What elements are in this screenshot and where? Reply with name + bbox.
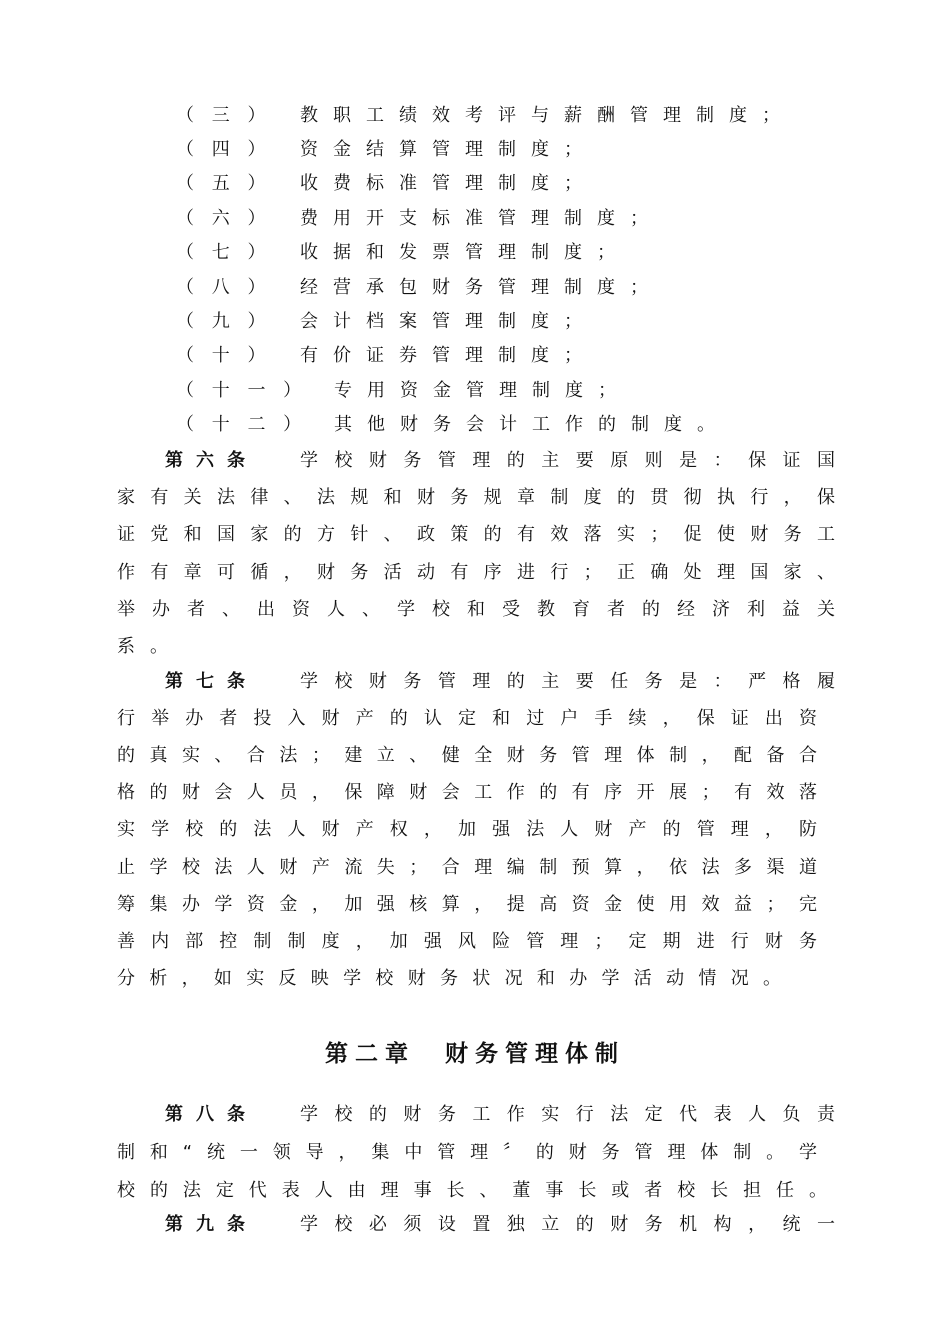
article-label: 第六条 [165, 450, 258, 471]
article-text: 学校财务管理的主要原则是：保证国 [300, 450, 837, 471]
article-text: 学校的财务工作实行法定代表人负责 [300, 1104, 837, 1125]
list-item-number: （ 十 一 ） [176, 380, 308, 401]
paragraph-line: 系。 [117, 636, 183, 657]
article-7-first-line [165, 664, 837, 700]
article-text: 学校必须设置独立的财务机构，统一 [300, 1214, 837, 1235]
list-item-text: 经营承包财务管理制度； [300, 277, 663, 298]
paragraph-line: 证党和国家的方针、政策的有效落实；促使财务工 [117, 524, 837, 545]
article-6-first-line [165, 443, 837, 479]
list-item-text: 会计档案管理制度； [300, 311, 597, 332]
list-item-number: （ 六 ） [176, 208, 272, 229]
chapter-number: 第二章 [325, 1041, 415, 1067]
list-item-text: 资金结算管理制度； [300, 139, 597, 160]
paragraph-line: 行举办者投入财产的认定和过户手续，保证出资 [117, 708, 819, 729]
list-item-text: 其他财务会计工作的制度。 [334, 414, 730, 435]
list-item-text: 教职工绩效考评与薪酬管理制度； [300, 105, 795, 126]
paragraph-line: 实学校的法人财产权，加强法人财产的管理，防 [117, 819, 819, 840]
paragraph-line: 止学校法人财产流失；合理编制预算，依法多渠道 [117, 857, 819, 878]
article-9-first-line [165, 1207, 837, 1243]
list-item-number: （ 十 二 ） [176, 414, 308, 435]
paragraph-line: 举办者、出资人、学校和受教育者的经济利益关 [117, 599, 837, 620]
paragraph-line: 筹集办学资金，加强核算，提高资金使用效益；完 [117, 894, 819, 915]
list-item-text: 收费标准管理制度； [300, 173, 597, 194]
article-label: 第九条 [165, 1214, 258, 1235]
list-item-text: 专用资金管理制度； [334, 380, 631, 401]
list-item-number: （ 十 ） [176, 345, 272, 366]
article-label: 第七条 [165, 671, 258, 692]
article-8-first-line [165, 1097, 837, 1133]
list-item-number: （ 三 ） [176, 105, 272, 126]
paragraph-line: 作有章可循，财务活动有序进行；正确处理国家、 [117, 562, 837, 583]
chapter-title: 财务管理体制 [445, 1041, 625, 1067]
list-item-text: 费用开支标准管理制度； [300, 208, 663, 229]
article-text: 学校财务管理的主要任务是：严格履 [300, 671, 837, 692]
list-item-number: （ 九 ） [176, 311, 272, 332]
list-item-number: （ 八 ） [176, 277, 272, 298]
list-item-number: （ 四 ） [176, 139, 272, 160]
paragraph-line: 分析，如实反映学校财务状况和办学活动情况。 [117, 968, 783, 989]
paragraph-line: 校的法定代表人由理事长、董事长或者校长担任。 [117, 1180, 829, 1201]
paragraph-line: 善内部控制制度，加强风险管理；定期进行财务 [117, 931, 819, 952]
list-item-text: 收据和发票管理制度； [300, 242, 630, 263]
chapter-heading [0, 1035, 950, 1068]
article-label: 第八条 [165, 1104, 258, 1125]
paragraph-line: 制和“统一领导，集中管理〞的财务管理体制。学 [117, 1142, 819, 1163]
paragraph-line: 家有关法律、法规和财务规章制度的贯彻执行，保 [117, 487, 837, 508]
list-item-number: （ 七 ） [176, 242, 272, 263]
paragraph-line: 的真实、合法；建立、健全财务管理体制，配备合 [117, 745, 819, 766]
list-item-text: 有价证券管理制度； [300, 345, 597, 366]
paragraph-line: 格的财会人员，保障财会工作的有序开展；有效落 [117, 782, 819, 803]
list-item-number: （ 五 ） [176, 173, 272, 194]
